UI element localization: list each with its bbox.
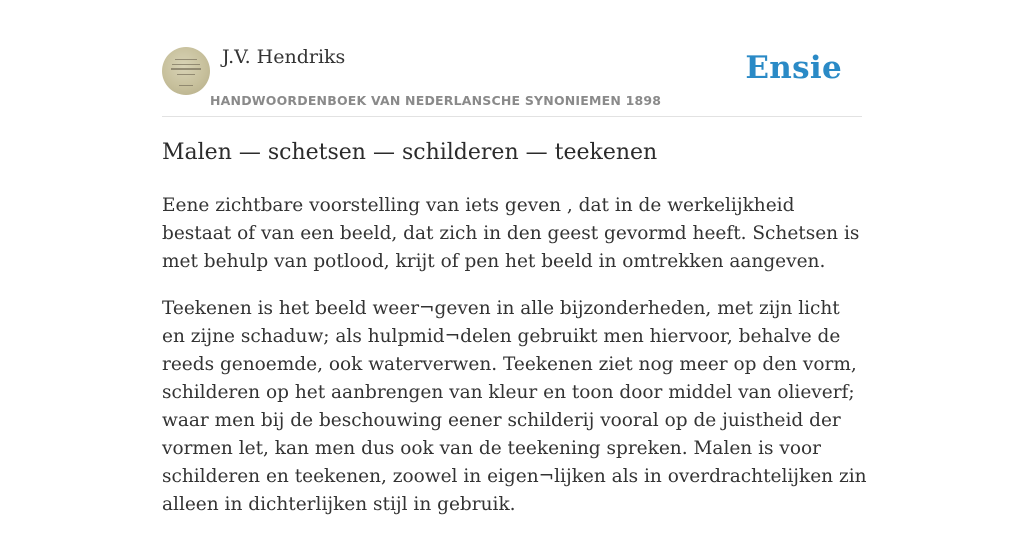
cover-line [175, 59, 197, 60]
cover-line [177, 74, 195, 75]
cover-line [171, 68, 201, 70]
author-name[interactable]: J.V. Hendriks [222, 46, 346, 68]
entry-page [162, 0, 867, 515]
entry-paragraph: Teekenen is het beeld weer¬geven in alle bijzonderheden, met zijn licht en zijne schaduw; als hulpmid¬delen gebruikt men hiervoor, behalve de reeds genoemde, ook waterverwen. Teekenen ziet nog meer op den vorm, schilderen op het aanbrengen van kleur en toon door middel van olieverf; waar men bij de beschouwing eener schilderij vooral op de juistheid der vormen let, kan men dus ook van de teekening spreken. Malen is voor schilderen en teekenen, zoowel in eigen¬lijken als in overdrachtelijken zin alleen in dichterlijken stijl in gebruik. [162, 298, 867, 515]
source-title[interactable]: HANDWOORDENBOEK VAN NEDERLANSCHE SYNONIEMEN 1898 [210, 93, 662, 108]
entry-paragraph: Eene zichtbare voorstelling van iets geven , dat in de werkelijkheid bestaat of van een beeld, dat zich in den geest gevormd heeft. Schetsen is met behulp van potlood, krijt of pen het beeld in omtrekken aangeven. [162, 195, 860, 272]
cover-line [172, 64, 200, 65]
entry-title: Malen — schetsen — schilderen — teekenen [162, 140, 658, 165]
brand-logo[interactable]: Ensie [745, 50, 842, 86]
entry-header [162, 0, 862, 117]
entry-body [162, 192, 867, 538]
book-cover-avatar[interactable] [162, 47, 210, 95]
cover-line [179, 85, 193, 86]
